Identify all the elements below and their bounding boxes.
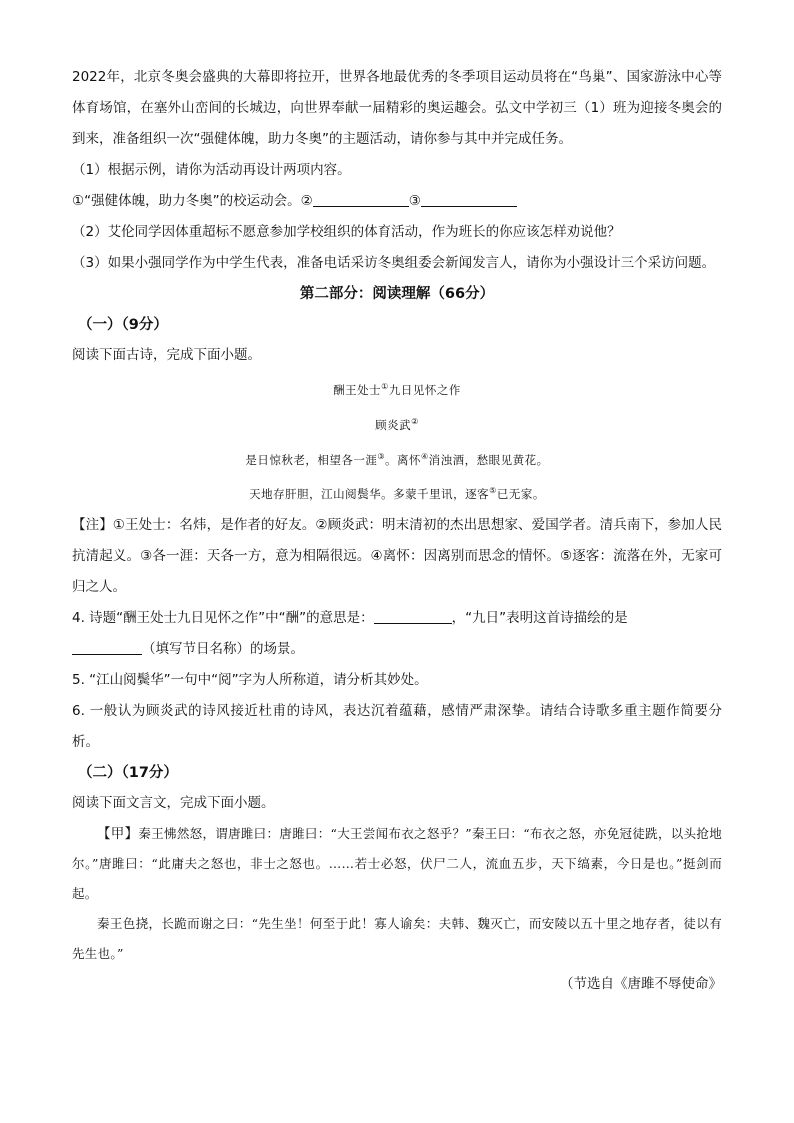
question-4-text: （填写节日名称）的场景。 — [142, 641, 304, 658]
question-4-text: ，“九日”表明这首诗描绘的是 — [451, 610, 628, 627]
question-1-example-text: ①“强健体魄，助力冬奥”的校运动会。② — [72, 193, 313, 209]
passage-source: （节选自《唐雎不辱使命》 — [560, 976, 722, 993]
footnote-mark: ② — [411, 416, 419, 426]
question-3: （3）如果小强同学作为中学生代表，准备电话采访冬奥组委会新闻发言人，请你为小强设计三个采访问题。 — [72, 255, 716, 271]
poem-author — [72, 406, 722, 441]
intro-paragraph: 2022年，北京冬奥会盛典的大幕即将拉开，世界各地最优秀的冬季项目运动员将在“鸟巢”、国家游泳中心等体育场馆，在塞外山峦间的长城边，向世界奉献一届精彩的奥运趣会。弘文中学初三（1）班为迎接冬奥会的到来，准备组织一次“强健体魄，助力冬奥”的主题活动，请你参与其中并完成任务。 — [72, 69, 722, 147]
question-6: 6. 一般认为顾炎武的诗风接近杜甫的诗风，表达沉着蕴藉，感情严肃深挚。请结合诗歌多重主题作简要分析。 — [72, 703, 722, 751]
answer-blank — [421, 192, 517, 207]
answer-blank — [313, 192, 409, 207]
poem-text: 。离怀 — [385, 452, 421, 467]
section-1-instruction: 阅读下面古诗，完成下面小题。 — [72, 347, 261, 363]
question-5: 5. “江山阅鬓华”一句中“阅”字为人所称道，请分析其妙处。 — [72, 672, 428, 689]
document-page — [72, 62, 722, 1000]
question-1-mark-3: ③ — [408, 193, 421, 209]
poem-notes: 【注】①王处士：名炜，是作者的好友。②顾炎武：明末清初的杰出思想家、爱国学者。清兵南下，参加人民抗清起义。③各一涯：天各一方，意为相隔很远。④离怀：因离别而思念的情怀。⑤逐客：流落在外，无家可归之人。 — [72, 517, 722, 596]
passage-jia-paragraph-2: 秦王色挠，长跪而谢之曰：“先生坐！何至于此！寡人谕矣：夫韩、魏灭亡，而安陵以五十里之地存者，徒以有先生也。” — [72, 916, 722, 962]
poem-title-text: 酬王处士 — [333, 382, 382, 397]
poem-text: 是日惊秋老，相望各一涯 — [245, 452, 378, 467]
passage-jia-paragraph-1 — [72, 819, 722, 909]
section-2-instruction: 阅读下面文言文，完成下面小题。 — [72, 795, 275, 812]
section-2-title: （二）（17分） — [78, 765, 178, 782]
poem-author-text: 顾炎武 — [375, 417, 412, 432]
question-4 — [72, 603, 722, 665]
question-2: （2）艾伦同学因体重超标不愿意参加学校组织的体育活动，作为班长的你应该怎样劝说他？ — [72, 224, 621, 240]
question-1: （1）根据示例，请你为活动再设计两项内容。 — [72, 162, 351, 178]
passage-text: 秦王怫然怒，谓唐雎曰：唐雎曰：“大王尝闻布衣之怒乎？”秦王曰：“布衣之怒，亦免冠徒跣，以头抢地尔。”唐雎曰：“此庸夫之怒也，非士之怒也。……若士必怒，伏尸二人，流血五步，天下缟素，今日是也。”挺剑而起。 — [72, 826, 722, 902]
section-1-title: （一）（9分） — [78, 317, 168, 333]
poem-text: 天地存肝胆，江山阅鬓华。多蒙千里讯，逐客 — [249, 487, 490, 502]
poem-title-text: 九日见怀之作 — [388, 382, 461, 397]
poem-line-1 — [72, 441, 722, 476]
answer-blank — [374, 609, 452, 624]
footnote-mark: ⑤ — [489, 486, 497, 496]
poem-text: 消浊酒，愁眼见黄花。 — [428, 452, 549, 467]
question-1-example — [72, 186, 722, 217]
footnote-mark: ③ — [377, 451, 385, 461]
poem-title — [72, 371, 722, 406]
passage-label: 【甲】 — [97, 826, 139, 843]
question-4-text: 4. 诗题“酬王处士九日见怀之作”中“酬”的意思是： — [72, 610, 374, 627]
poem-line-2 — [72, 475, 722, 510]
footnote-mark: ① — [381, 382, 389, 391]
poem-text: 已无家。 — [496, 487, 545, 502]
footnote-mark: ④ — [421, 451, 429, 461]
answer-blank — [72, 640, 142, 655]
part-2-title: 第二部分：阅读理解（66分） — [299, 286, 495, 302]
